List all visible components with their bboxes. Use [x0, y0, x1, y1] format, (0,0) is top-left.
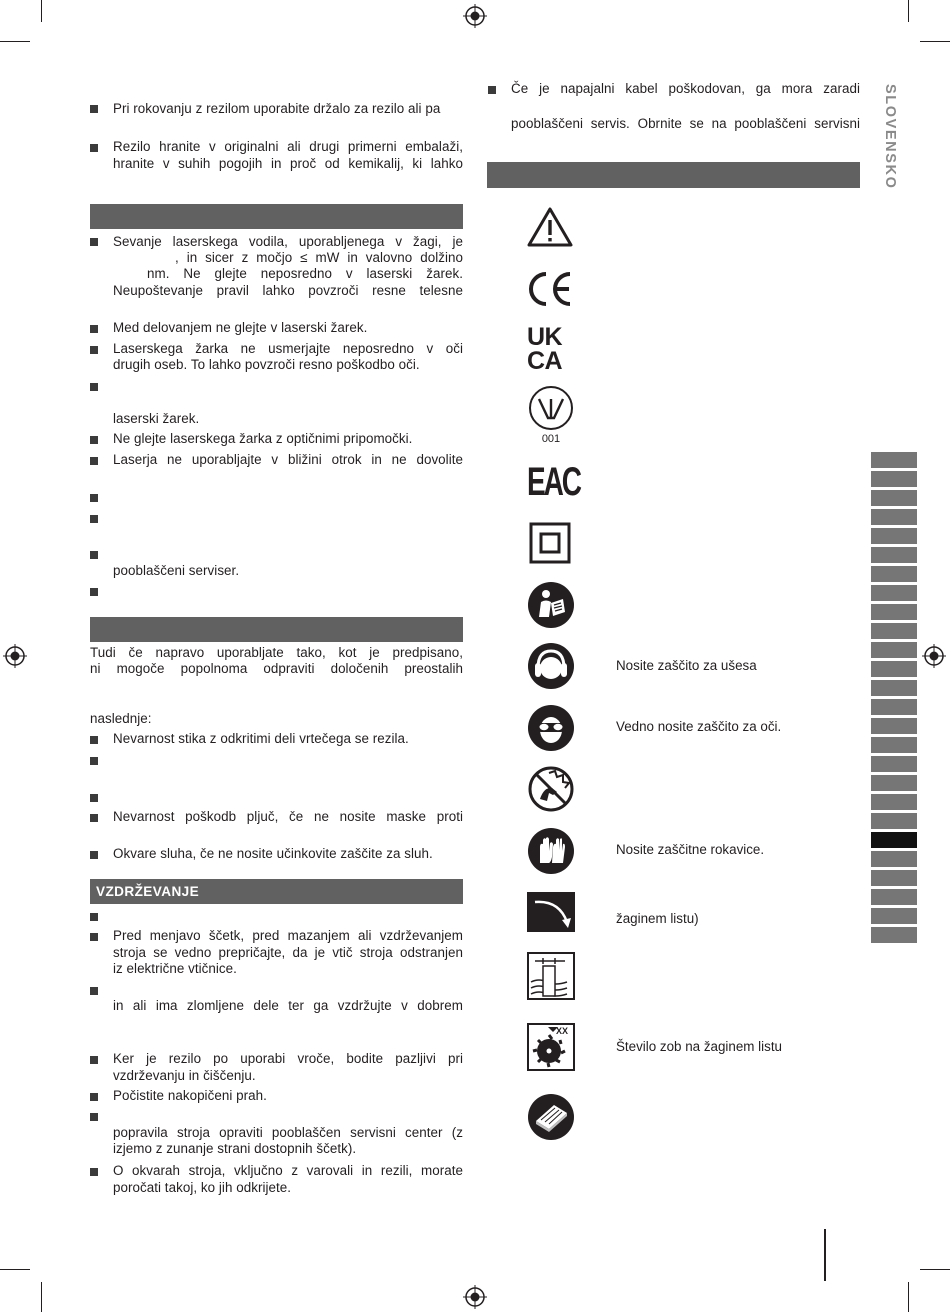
ear-protection-icon: [527, 642, 575, 690]
maintenance-defects-line-1: O okvarah stroja, vključno z varovali in rezili, morate: [113, 1163, 463, 1178]
bullet: [90, 987, 98, 995]
bullet: [90, 436, 98, 444]
ukca-top-text: UK: [527, 323, 563, 351]
maintenance-hot-blade-line-1: Ker je rezilo po uporabi vroče, bodite pazljivi pri: [113, 1051, 463, 1066]
no-touch-blade-icon: [527, 765, 575, 813]
residual-contact-text: Nevarnost stika z odkritimi deli vrtečega se rezila.: [113, 731, 409, 746]
power-cable-line-1: Če je napajalni kabel poškodovan, ga mora zaradi: [511, 81, 860, 96]
warning-triangle-icon: [526, 206, 574, 248]
blade-storage-line-2: hranite v suhih pogojih in proč od kemikalij, ki lahko: [113, 156, 463, 171]
maintenance-section-bar: [90, 879, 463, 904]
bullet: [488, 86, 496, 94]
chapter-tab[interactable]: [871, 566, 917, 583]
blade-handling-text: Pri rokovanju z rezilom uporabite držalo za rezilo ali pa: [113, 101, 441, 116]
symbols-section-bar: [487, 162, 860, 188]
ce-mark-icon: [527, 271, 573, 307]
bullet: [90, 551, 98, 559]
power-cable-line-2: pooblaščeni servis. Obrnite se na pooblaščeni servisni: [511, 116, 860, 131]
crop-mark: [920, 41, 950, 42]
bullet: [90, 1113, 98, 1121]
laser-beam-text: laserski žarek.: [113, 411, 200, 426]
chapter-tab[interactable]: [871, 680, 917, 697]
residual-lead-text: naslednje:: [90, 711, 152, 726]
registration-mark-icon: [922, 644, 946, 668]
chapter-tab[interactable]: [871, 908, 917, 925]
laser-no-look-text: Med delovanjem ne glejte v laserski žarek.: [113, 320, 368, 335]
ua-mark-number: 001: [541, 433, 561, 445]
rotation-direction-icon: [527, 892, 575, 932]
laser-eyes-line-2: drugih oseb. To lahko povzroči resno poškodbo oči.: [113, 357, 420, 372]
laser-radiation-line-1: Sevanje laserskega vodila, uporabljenega v žagi, je: [113, 234, 463, 249]
maintenance-defects-line-2: poročati takoj, ko jih odkrijete.: [113, 1180, 292, 1195]
maintenance-brushes-line-3: iz električne vtičnice.: [113, 961, 237, 976]
read-manual-icon: [527, 581, 575, 629]
chapter-tab[interactable]: [871, 794, 917, 811]
teeth-count-mark: XX: [556, 1026, 569, 1036]
registration-mark-icon: [463, 4, 487, 28]
chapter-tab[interactable]: [871, 813, 917, 830]
crop-mark: [0, 1269, 30, 1270]
bullet: [90, 105, 98, 113]
laser-serviser-text: pooblaščeni serviser.: [113, 563, 240, 578]
chapter-tab[interactable]: [871, 927, 917, 944]
bullet: [90, 1168, 98, 1176]
blade-storage-line-1: Rezilo hranite v originalni ali drugi primerni embalaži,: [113, 139, 463, 154]
crop-mark: [920, 1269, 950, 1270]
crop-mark: [908, 0, 909, 22]
eac-mark-icon: EAC: [527, 460, 580, 504]
ear-protection-caption: Nosite zaščito za ušesa: [616, 658, 757, 673]
laser-radiation-line-3: nm. Ne glejte neposredno v laserski žarek.: [147, 266, 463, 281]
chapter-tab[interactable]: [871, 737, 917, 754]
chapter-tab[interactable]: [871, 509, 917, 526]
bullet: [90, 933, 98, 941]
laser-eyes-line-1: Laserskega žarka ne usmerjajte neposredno v oči: [113, 341, 463, 356]
residual-hearing-text: Okvare sluha, če ne nosite učinkovite zaščite za sluh.: [113, 846, 433, 861]
maintenance-brushes-line-1: Pred menjavo ščetk, pred mazanjem ali vzdrževanjem: [113, 928, 463, 943]
residual-risk-section-bar: [90, 617, 463, 642]
eye-protection-caption: Vedno nosite zaščito za oči.: [616, 719, 782, 734]
teeth-caption: Število zob na žaginem listu: [616, 1039, 782, 1054]
chapter-tab[interactable]: [871, 623, 917, 640]
bullet: [90, 457, 98, 465]
bullet: [90, 757, 98, 765]
bullet: [90, 515, 98, 523]
bullet: [90, 325, 98, 333]
bullet: [90, 913, 98, 921]
laser-optical-text: Ne glejte laserskega žarka z optičnimi pripomočki.: [113, 431, 413, 446]
laser-section-bar: [90, 204, 463, 229]
chapter-tab[interactable]: [871, 528, 917, 545]
crop-mark: [41, 1282, 42, 1312]
chapter-tab[interactable]: [871, 585, 917, 602]
registration-mark-icon: [3, 644, 27, 668]
ua-conformity-mark-icon: [527, 385, 575, 431]
page-edge-line: [824, 1229, 826, 1281]
ukca-mark-icon: [527, 323, 575, 376]
bullet: [90, 238, 98, 246]
chapter-tab[interactable]: [871, 718, 917, 735]
language-side-label: [880, 84, 898, 194]
bullet: [90, 494, 98, 502]
bullet: [90, 1056, 98, 1064]
crop-mark: [0, 41, 30, 42]
maintenance-section-title: VZDRŽEVANJE: [96, 884, 200, 899]
bullet: [90, 144, 98, 152]
maintenance-dust-text: Počistite nakopičeni prah.: [113, 1088, 267, 1103]
bullet: [90, 1093, 98, 1101]
chapter-tab[interactable]: [871, 452, 917, 469]
bullet: [90, 588, 98, 596]
cutting-width-icon: [527, 952, 575, 1000]
maintenance-repair-line-2: izjemo z zunanje strani dostopnih ščetk).: [113, 1141, 357, 1156]
eye-protection-icon: [527, 704, 575, 752]
chapter-tab[interactable]: [871, 889, 917, 906]
maintenance-hot-blade-line-2: vzdrževanju in čiščenju.: [113, 1068, 256, 1083]
double-insulation-icon: [529, 522, 571, 564]
chapter-tab[interactable]: [871, 756, 917, 773]
chapter-tab[interactable]: [871, 661, 917, 678]
residual-para-line-2: ni mogoče popolnoma odpraviti določenih preostalih: [90, 661, 463, 676]
ukca-bottom-text: CA: [527, 347, 563, 375]
maintenance-repair-line-1: popravila stroja opraviti pooblaščen servisni center (z: [113, 1125, 463, 1140]
chapter-tab[interactable]: [871, 642, 917, 659]
chapter-tab[interactable]: [871, 471, 917, 488]
crop-mark: [41, 0, 42, 22]
chapter-tab[interactable]: [871, 775, 917, 792]
language-label-text: SLOVENSKO: [882, 84, 898, 190]
chapter-tab[interactable]: [871, 851, 917, 868]
maintenance-brushes-line-2: stroja se vedno prepričajte, da je vtič stroja odstranjen: [113, 945, 463, 960]
chapter-tab[interactable]: [871, 870, 917, 887]
maintenance-broken-parts-text: in ali ima zlomljene dele ter ga vzdržujte v dobrem: [113, 998, 463, 1013]
registration-mark-icon: [463, 1285, 487, 1309]
bullet: [90, 383, 98, 391]
residual-para-line-1: Tudi če napravo uporabljate tako, kot je predpisano,: [90, 645, 463, 660]
direction-caption: žaginem listu): [616, 911, 699, 926]
chapter-tab[interactable]: [871, 547, 917, 564]
crop-mark: [908, 1282, 909, 1312]
protective-gloves-icon: [527, 827, 575, 875]
chapter-tab[interactable]: [871, 490, 917, 507]
laser-children-text: Laserja ne uporabljajte v bližini otrok in ne dovolite: [113, 452, 463, 467]
residual-lungs-text: Nevarnost poškodb pljuč, če ne nosite maske proti: [113, 809, 463, 824]
laser-radiation-line-4: Neupoštevanje pravil lahko povzroči resne telesne: [113, 283, 463, 298]
gloves-caption: Nosite zaščitne rokavice.: [616, 842, 765, 857]
bullet: [90, 814, 98, 822]
bullet: [90, 736, 98, 744]
workpiece-board-icon: [527, 1093, 575, 1141]
bullet: [90, 794, 98, 802]
chapter-tab[interactable]: [871, 699, 917, 716]
bullet: [90, 346, 98, 354]
chapter-tab[interactable]: [871, 604, 917, 621]
laser-radiation-line-2: , in sicer z močjo ≤ mW in valovno dolžino: [175, 250, 463, 265]
bullet: [90, 851, 98, 859]
chapter-tab-active[interactable]: [871, 832, 917, 849]
